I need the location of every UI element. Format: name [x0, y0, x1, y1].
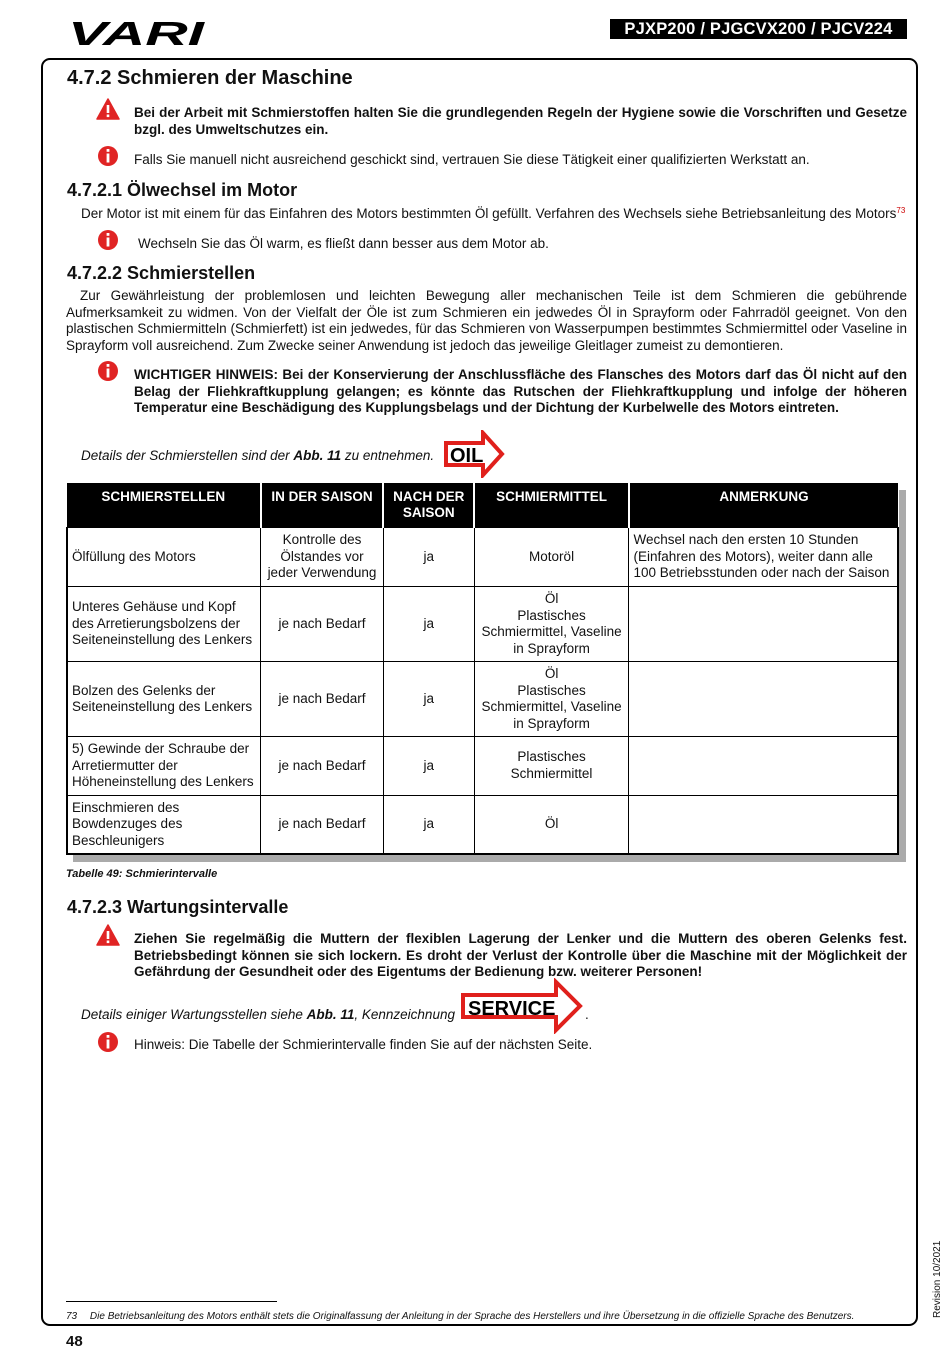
footnote-ref[interactable]: 73: [896, 206, 906, 215]
table-cell: je nach Bedarf: [261, 737, 384, 796]
vari-logo: [68, 20, 206, 46]
table-cell: Wechsel nach den ersten 10 Stunden (Einfahren des Motors), weiter dann alle 100 Betriebsstunden oder nach der Saison: [629, 528, 898, 587]
col-header: IN DER SAISON: [261, 483, 384, 528]
table-cell: Motoröl: [474, 528, 629, 587]
oil-tag: OIL: [450, 445, 484, 467]
info-warm-oil: Wechseln Sie das Öl warm, es fließt dann besser aus dem Motor ab.: [138, 236, 549, 251]
info-icon: [96, 360, 120, 382]
footnote-number: 73: [66, 1311, 78, 1322]
table-cell: Plastisches Schmiermittel: [474, 737, 629, 796]
table-cell: ja: [383, 528, 474, 587]
details-post: , Kennzeichnung: [354, 1007, 455, 1022]
table-cell: je nach Bedarf: [261, 587, 384, 662]
warning-hygiene: Bei der Arbeit mit Schmierstoffen halten Sie die grundlegenden Regeln der Hygiene sowie die Vorschriften und Gesetze bzgl. des Umweltschutzes ein.: [134, 105, 907, 137]
oil-change-text-body: Der Motor ist mit einem für das Einfahren des Motors bestimmten Öl gefüllt. Verfahren des Wechsels siehe Betriebsanleitung des Motors: [81, 206, 897, 221]
footnote-text: Die Betriebsanleitung des Motors enthält stets die Originalfassung der Anleitung in der Sprache des Herstellers und ihre Übersetzung in die offizielle Sprache des Benutzers.: [89, 1311, 855, 1322]
table-row: [67, 795, 898, 854]
service-arrow-icon: [460, 978, 584, 1034]
table-cell: 5) Gewinde der Schraube der Arretiermutter der Höheneinstellung des Lenkers: [67, 737, 261, 796]
col-header: NACH DER SAISON: [383, 483, 474, 528]
details-pre: Details einiger Wartungsstellen siehe: [81, 1007, 307, 1022]
table-cell: Öl Plastisches Schmiermittel, Vaseline in Sprayform: [474, 587, 629, 662]
footnote: [66, 1311, 854, 1322]
col-header: SCHMIERMITTEL: [474, 483, 629, 528]
table-cell: Öl: [474, 795, 629, 854]
oil-arrow-icon: [443, 430, 505, 478]
lube-points-title: 4.7.2.2 Schmierstellen: [67, 263, 256, 283]
section-title: 4.7.2 Schmieren der Maschine: [67, 67, 353, 89]
important-note: WICHTIGER HINWEIS: Bei der Konservierung der Anschlussfläche des Flansches des Motors darf das Öl nicht auf den Belag der Fliehkraftkupplung gelangen; es könnte das Rutschen der Fliehkraftkupplung und infolge der höheren Temperatur eine Beschädigung des Kupplungsbelags und der Dichtung der Kurbelwelle des Motors eintreten.: [134, 367, 907, 415]
warning-icon: [96, 924, 120, 946]
table-cell: Unteres Gehäuse und Kopf des Arretierungsbolzens der Seiteneinstellung des Lenkers: [67, 587, 261, 662]
table-header-row: [67, 483, 898, 528]
revision-label: Revision 10/2021: [932, 1240, 943, 1318]
model-badge: PJXP200 / PJGCVX200 / PJCV224: [610, 19, 907, 39]
info-next-page: Hinweis: Die Tabelle der Schmierintervalle finden Sie auf der nächsten Seite.: [134, 1037, 593, 1052]
logo-text: VARI: [68, 20, 206, 46]
table-cell: ja: [383, 662, 474, 737]
table-caption: Tabelle 49: Schmierintervalle: [66, 868, 218, 880]
oil-change-text: [81, 206, 911, 223]
maintenance-details: [81, 1007, 455, 1024]
table-cell: [629, 587, 898, 662]
info-icon: [96, 145, 120, 167]
table-row: [67, 587, 898, 662]
lube-details: [81, 448, 434, 465]
table-cell: je nach Bedarf: [261, 795, 384, 854]
table-cell: Öl Plastisches Schmiermittel, Vaseline in Sprayform: [474, 662, 629, 737]
table-cell: ja: [383, 795, 474, 854]
table-row: [67, 737, 898, 796]
warning-icon: [96, 98, 120, 120]
footnote-divider: [66, 1301, 277, 1302]
details-pre: Details der Schmierstellen sind der: [81, 448, 294, 463]
figure-ref[interactable]: Abb. 11: [293, 448, 342, 463]
table-cell: ja: [383, 587, 474, 662]
table-cell: Ölfüllung des Motors: [67, 528, 261, 587]
col-header: SCHMIERSTELLEN: [67, 483, 261, 528]
table-cell: [629, 795, 898, 854]
table-cell: je nach Bedarf: [261, 662, 384, 737]
info-workshop: Falls Sie manuell nicht ausreichend geschickt sind, vertrauen Sie diese Tätigkeit einer qualifizierten Werkstatt an.: [134, 152, 810, 167]
lubrication-table: [66, 483, 899, 855]
table-cell: ja: [383, 737, 474, 796]
warning-nuts: Ziehen Sie regelmäßig die Muttern der flexiblen Lagerung der Lenker und die Muttern des oberen Gelenks fest. Betriebsbedingt können sie sich lockern. Es droht der Verlust der Kontrolle über die Maschine mit der Möglichkeit der Gefährdung der Gesundheit oder des Eigentums der Bedienung bzw. weiterer Personen!: [134, 931, 907, 979]
table-cell: Einschmieren des Bowdenzuges des Beschleunigers: [67, 795, 261, 854]
info-icon: [96, 1031, 120, 1053]
col-header: ANMERKUNG: [629, 483, 898, 528]
table-cell: Kontrolle des Ölstandes vor jeder Verwendung: [261, 528, 384, 587]
info-icon: [96, 229, 120, 251]
service-tag: SERVICE: [468, 998, 556, 1020]
oil-change-title: 4.7.2.1 Ölwechsel im Motor: [67, 180, 298, 200]
figure-ref[interactable]: Abb. 11: [306, 1007, 355, 1022]
table-cell: [629, 662, 898, 737]
table-cell: Bolzen des Gelenks der Seiteneinstellung des Lenkers: [67, 662, 261, 737]
maintenance-title: 4.7.2.3 Wartungsintervalle: [67, 897, 289, 917]
page-number: 48: [66, 1333, 83, 1350]
table-row: [67, 662, 898, 737]
details-post: zu entnehmen.: [341, 448, 435, 463]
lube-points-text: Zur Gewährleistung der problemlosen und leichten Bewegung aller mechanischen Teile ist dem Schmieren die gebührende Aufmerksamkeit zu widmen. Von der Vielfalt der Öle ist zum Schmieren ein jedwedes Öl in Sprayform oder Fahrradöl geeignet. Von den plastischen Schmiermitteln (Schmierfett) ist ein jedwedes, für das Schmieren von Wasserpumpen bestimmtes Schmiermittel oder Vaseline in Sprayform voll ausreichend. Zum Zwecke seiner Anwendung ist jedoch das jeweilige Gleitlager zumeist zu demontieren.: [66, 288, 907, 353]
table-cell: [629, 737, 898, 796]
table-row: [67, 528, 898, 587]
trailing-period: .: [585, 1007, 589, 1022]
